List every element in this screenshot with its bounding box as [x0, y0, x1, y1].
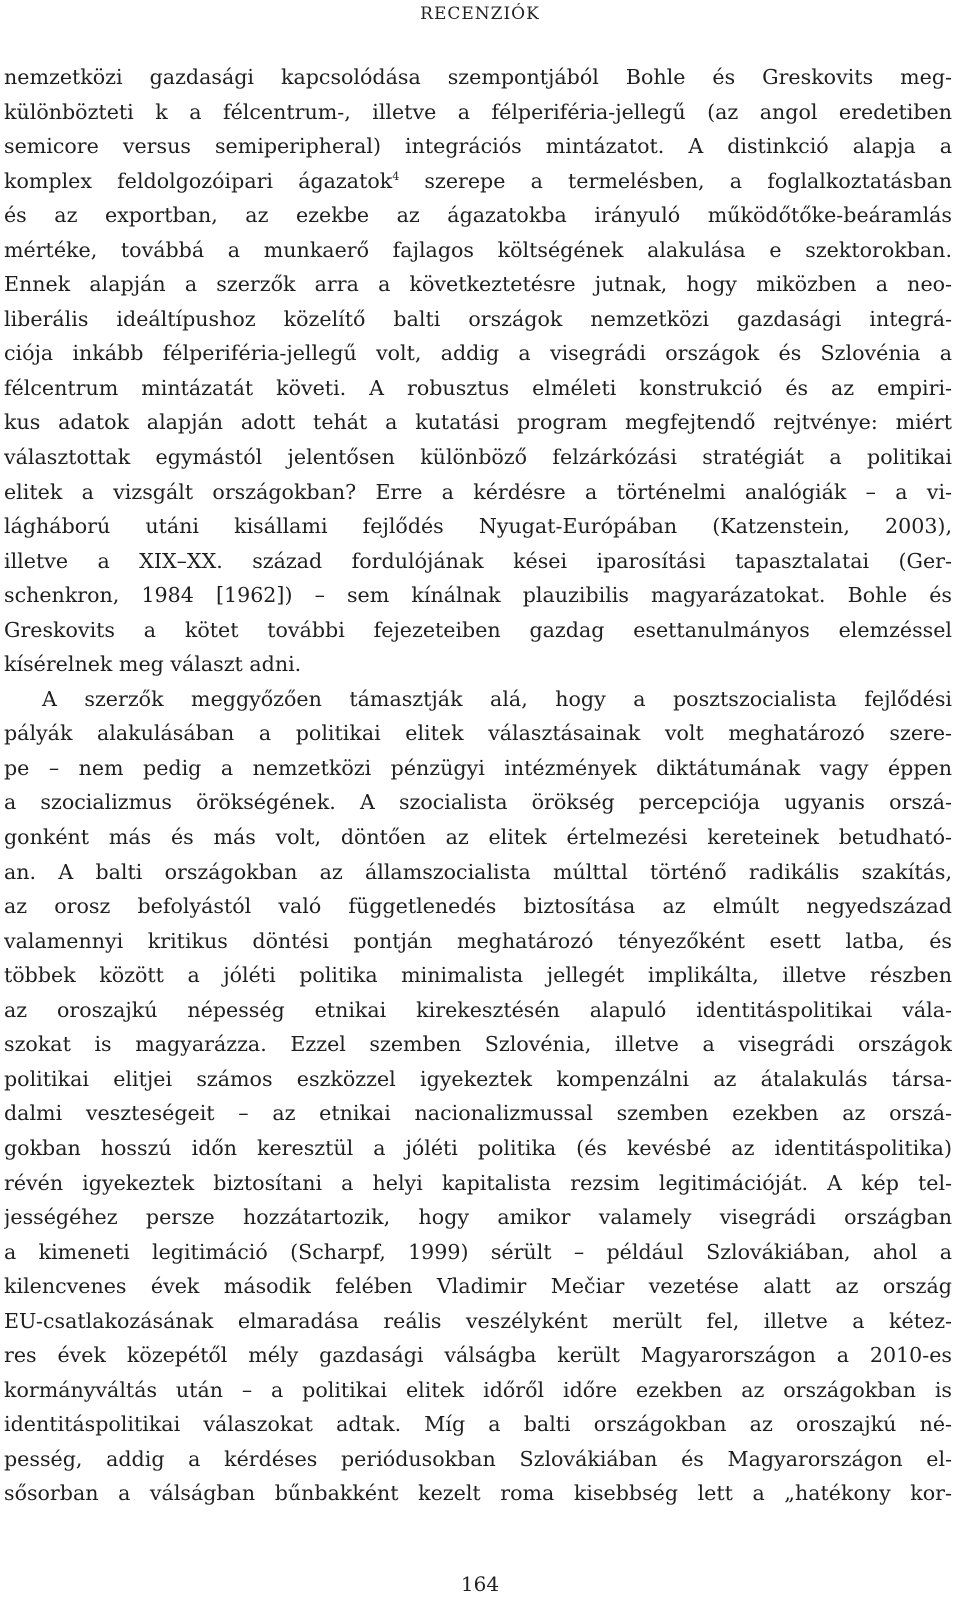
- text-line: pesség, addig a kérdéses periódusokban Szlovákiában és Magyarországon el-: [4, 1446, 952, 1471]
- text-segment: szerepe a termelésben, a foglalkoztatásban: [399, 168, 952, 193]
- running-head: RECENZIÓK: [420, 4, 540, 24]
- text-line-with-footnote: [4, 164, 952, 199]
- text-line: a szocializmus örökségének. A szocialista örökség percepciója ugyanis orszá-: [4, 790, 952, 815]
- text-line: Greskovits a kötet további fejezeteiben gazdag esettanulmányos elemzéssel: [4, 617, 952, 642]
- text-line: schenkron, 1984 [1962]) – sem kínálnak plauzibilis magyarázatokat. Bohle és: [4, 583, 952, 608]
- text-line: kormányváltás után – a politikai elitek időről időre ezekben az országokban is: [4, 1377, 952, 1402]
- text-line: az oroszajkú népesség etnikai kirekesztésén alapuló identitáspolitikai vála-: [4, 997, 952, 1022]
- text-line: Ennek alapján a szerzők arra a következtetésre jutnak, hogy miközben a neo-: [4, 272, 952, 297]
- text-line: kísérelnek meg választ adni.: [4, 652, 302, 677]
- text-line: révén igyekeztek biztosítani a helyi kapitalista rezsim legitimációját. A kép tel-: [4, 1170, 952, 1195]
- text-line: ciója inkább félperiféria-jellegű volt, addig a visegrádi országok és Szlovénia a: [4, 341, 952, 366]
- text-line: sősorban a válságban bűnbakként kezelt roma kisebbség lett a „hatékony kor-: [4, 1481, 952, 1506]
- page-number: 164: [460, 1572, 500, 1596]
- text-line: res évek közepétől mély gazdasági válságba került Magyarországon a 2010-es: [4, 1343, 952, 1368]
- text-line: lágháború utáni kisállami fejlődés Nyugat-Európában (Katzenstein, 2003),: [4, 514, 952, 539]
- text-line: félcentrum mintázatát követi. A robusztus elméleti konstrukció és az empiri-: [4, 375, 952, 400]
- text-line: an. A balti országokban az államszocialista múlttal történő radikális szakítás,: [4, 859, 952, 884]
- text-line: dalmi veszteségeit – az etnikai nacionalizmussal szemben ezekben az orszá-: [4, 1101, 952, 1126]
- paragraph-first-line: A szerzők meggyőzően támasztják alá, hogy a posztszocialista fejlődési: [42, 686, 952, 711]
- text-line: illetve a XIX–XX. század fordulójának kései iparosítási tapasztalatai (Ger-: [4, 548, 952, 573]
- text-line: a kimeneti legitimáció (Scharpf, 1999) sérült – például Szlovákiában, ahol a: [4, 1239, 952, 1264]
- text-line: politikai elitjei számos eszközzel igyekeztek kompenzálni az átalakulás társa-: [4, 1066, 952, 1091]
- text-segment: komplex feldolgozóipari ágazatok: [4, 168, 393, 193]
- text-line: különbözteti k a félcentrum-, illetve a félperiféria-jellegű (az angol eredetiben: [4, 99, 952, 124]
- text-line: az orosz befolyástól való függetlenedés biztosítása az elmúlt negyedszázad: [4, 894, 952, 919]
- text-line: gokban hosszú időn keresztül a jóléti politika (és kevésbé az identitáspolitika): [4, 1135, 952, 1160]
- text-line: nemzetközi gazdasági kapcsolódása szempontjából Bohle és Greskovits meg-: [4, 65, 952, 89]
- text-line: mértéke, továbbá a munkaerő fajlagos költségének alakulása e szektorokban.: [4, 237, 952, 262]
- text-line: többek között a jóléti politika minimalista jellegét implikálta, illetve részben: [4, 963, 952, 988]
- text-line: identitáspolitikai válaszokat adtak. Míg a balti országokban az oroszajkú né-: [4, 1412, 952, 1437]
- text-line: EU-csatlakozásának elmaradása reális veszélyként merült fel, illetve a kétez-: [4, 1308, 952, 1333]
- text-line: gonként más és más volt, döntően az elitek értelmezési kereteinek betudható-: [4, 825, 952, 850]
- text-line: kus adatok alapján adott tehát a kutatási program megfejtendő rejtvénye: miért: [4, 410, 952, 435]
- text-line: szokat is magyarázza. Ezzel szemben Szlovénia, illetve a visegrádi országok: [4, 1032, 952, 1057]
- text-line: elitek a vizsgált országokban? Erre a kérdésre a történelmi analógiák – a vi-: [4, 479, 952, 504]
- text-line: jességéhez persze hozzátartozik, hogy amikor valamely visegrádi országban: [4, 1205, 952, 1230]
- text-line: semicore versus semiperipheral) integrációs mintázatot. A distinkció alapja a: [4, 134, 952, 159]
- text-line: valamennyi kritikus döntési pontján meghatározó tényezőként esett latba, és: [4, 928, 952, 953]
- article-text: [4, 60, 952, 1511]
- text-line: és az exportban, az ezekbe az ágazatokba irányuló működőtőke-beáramlás: [4, 203, 952, 228]
- text-line: pe – nem pedig a nemzetközi pénzügyi intézmények diktátumának vagy éppen: [4, 755, 952, 780]
- footnote-marker[interactable]: 4: [392, 169, 400, 183]
- text-line: liberális ideáltípushoz közelítő balti országok nemzetközi gazdasági integrá-: [4, 306, 952, 331]
- text-line: pályák alakulásában a politikai elitek választásainak volt meghatározó szere-: [4, 721, 952, 746]
- text-line: választottak egymástól jelentősen különböző felzárkózási stratégiát a politikai: [4, 445, 952, 470]
- text-line: kilencvenes évek második felében Vladimir Mečiar vezetése alatt az ország: [4, 1274, 952, 1299]
